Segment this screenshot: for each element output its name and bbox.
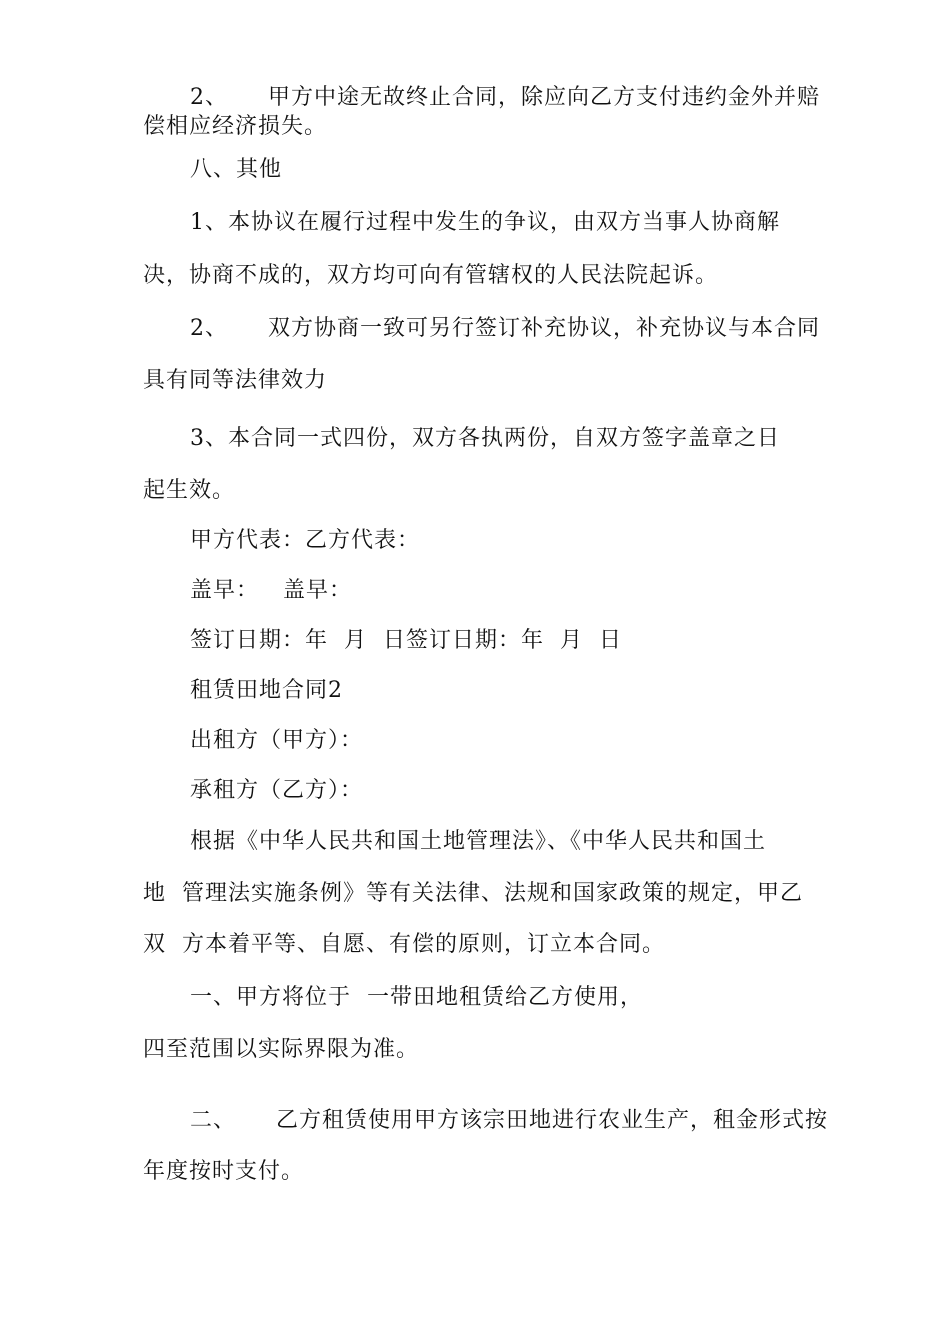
section-heading: 八、其他 [190, 157, 283, 182]
text-line: 2、 甲方中途无故终止合同，除应向乙方支付违约金外并赔 [190, 85, 820, 110]
text-line: 1、本协议在履行过程中发生的争议，由双方当事人协商解 [190, 210, 780, 235]
text-line: 一、甲方将位于 一带田地租赁给乙方使用， [190, 985, 643, 1010]
text-line: 起生效。 [143, 478, 236, 503]
signature-dates: 签订日期：年 月 日签订日期：年 月 日 [190, 628, 622, 653]
text-line: 决，协商不成的，双方均可向有管辖权的人民法院起诉。 [143, 263, 719, 288]
contract-title: 租赁田地合同2 [190, 678, 343, 703]
text-line: 四至范围以实际界限为准。 [143, 1037, 420, 1062]
text-line: 二、 乙方租赁使用甲方该宗田地进行农业生产，租金形式按 [190, 1108, 828, 1133]
lessor-line: 出租方（甲方）： [190, 728, 364, 753]
lessee-line: 承租方（乙方）： [190, 778, 364, 803]
signature-seal: 盖早： 盖早： [190, 578, 352, 603]
text-line: 双 方本着平等、自愿、有偿的原则，订立本合同。 [143, 932, 665, 957]
text-line: 3、本合同一式四份，双方各执两份，自双方签字盖章之日 [190, 426, 780, 451]
text-line: 偿相应经济损失。 [143, 114, 328, 139]
text-line: 地 管理法实施条例》等有关法律、法规和国家政策的规定，甲乙 [143, 881, 803, 906]
signature-representatives: 甲方代表：乙方代表： [190, 528, 421, 553]
text-line: 年度按时支付。 [143, 1159, 305, 1184]
text-line: 根据《中华人民共和国土地管理法》、《中华人民共和国土 [190, 829, 767, 854]
text-line: 具有同等法律效力 [143, 368, 328, 393]
text-line: 2、 双方协商一致可另行签订补充协议，补充协议与本合同 [190, 316, 820, 341]
